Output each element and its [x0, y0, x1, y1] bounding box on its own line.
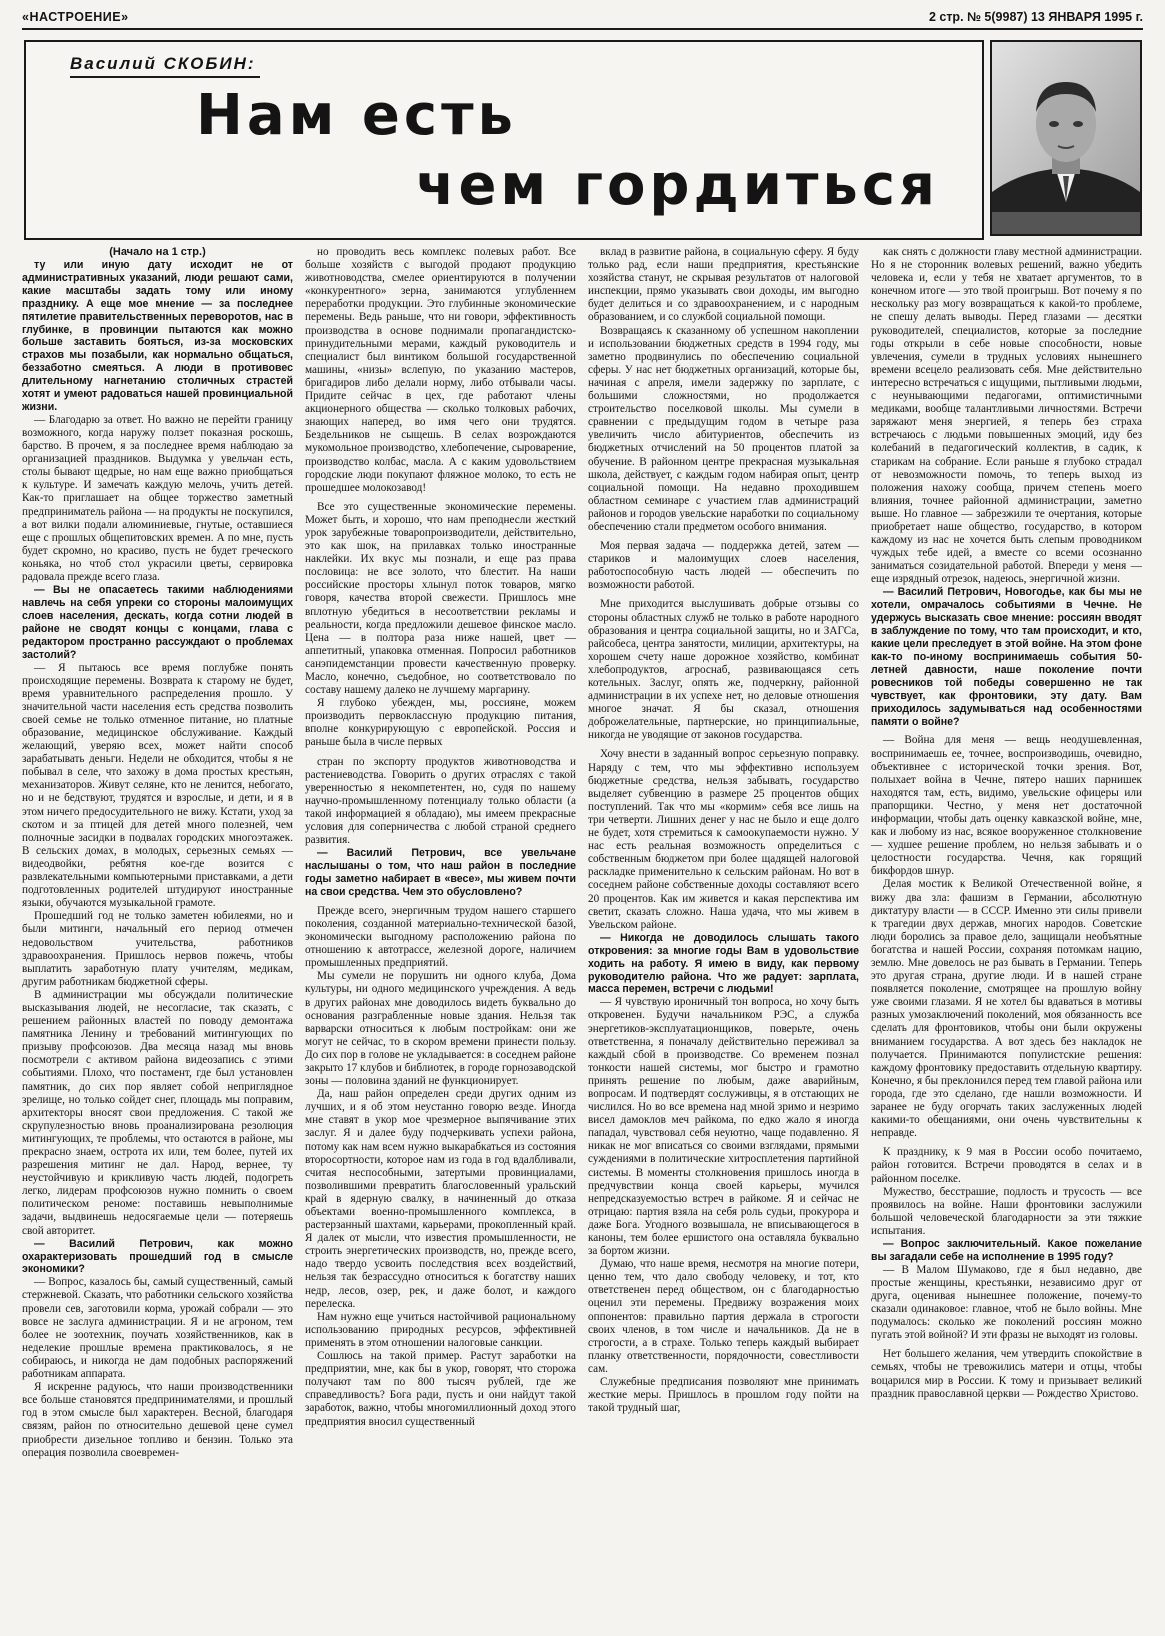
interview-question: — Вопрос заключительный. Какое пожелание вы загадали себе на исполнение в 1995 году? [871, 1237, 1142, 1263]
interview-question: — Никогда не доводилось слышать такого откровения: за многие годы Вам в удовольствие ходить на работу. Я имею в виду, как первому руководителю района. Что же радует: зарплата, масса перемен, встречи с людьми! [588, 931, 859, 996]
article-paragraph: Хочу внести в заданный вопрос серьезную поправку. Наряду с тем, что мы эффективно используем бюджетные средства, нельзя забывать, государство выделяет субвенцию в размере 25 процентов общих поступлений. Так что мы «кормим» себя все лишь на три четверти. Лишних денег у нас не было и еще долго не будет, хотя стремиться к самоокупаемости нужно. У нас есть реальная возможность определиться с собственным бюджетом при более щадящей налоговой раскладке применительно к сельским районам. Но вот в соседнем районе собственные доходы составляют всего 20 процентов. Как им живется и какая перспектива им светит, сказать сложно. Наша удача, что мы живем в Увельском районе. [588, 748, 859, 931]
article-paragraph: Сошлюсь на такой пример. Растут заработки на предприятии, мне, как бы в укор, говорят, что сторожа получают там по 800 тысяч рублей, где же справедливость? Бога ради, пусть и они найдут такой заработок, важно, чтобы многомиллионный доход этого предприятия вносил существенный [305, 1350, 576, 1428]
article-body [22, 246, 1143, 1630]
article-paragraph: — Вопрос, казалось бы, самый существенный, самый стержневой. Сказать, что работники сельского хозяйства провели сев, заготовили корма, урожай собрали — это вовсе не заслуга администрации. Я и не агроном, тем более не зоотехник, поучать хозяйственников, как в неделекие прошлые времена практиковалось, я не собираюсь, и никогда не дам подобных распоряжений работникам аппарата. [22, 1276, 293, 1381]
article-paragraph: Я глубоко убежден, мы, россияне, можем производить первоклассную продукцию питания, вполне конкурирующую с европейской. Россия и раньше была в числе первых [305, 697, 576, 749]
author-photo [990, 40, 1142, 236]
article-column-1 [22, 246, 293, 1630]
article-paragraph: Моя первая задача — поддержка детей, затем — стариков и малоимущих слоев населения, работоспособную часть людей — обеспечить по возможности работой. [588, 540, 859, 592]
author-name: Василий СКОБИН: [70, 54, 256, 73]
article-paragraph: Прошедший год не только заметен юбилеями, но и были митинги, начальный его период отмечен недовольством учительства, работников здравоохранения. Пришлось нервов пожечь, чтобы выплатить заработную плату учителям, медикам, другим работникам бюджетной сферы. [22, 910, 293, 988]
article-paragraph: Думаю, что наше время, несмотря на многие потери, ценно тем, что дало свободу человеку, и тот, кто ответственен перед обществом, он с благодарностью оценил эти перемены. Предвижу возражения моих оппонентов: правильно партия держала в строгости своих членов, в том числе и начальников. Да не в строгости, а в страхе. Только теперь каждый выбирает планку ответственности, порядочности, совестливости сам. [588, 1258, 859, 1375]
article-paragraph: Да, наш район определен среди других одним из лучших, и я об этом неустанно говорю везде. Иногда мне ставят в укор мое чрезмерное выпячивание этих заслуг. Я и далее буду подчеркивать успехи района, потому как нам всем нужно выкарабкаться из состояния второсортности, которое нам из года в год вдалбливали, считая неспособными, затертыми провинциалами, позволившими превратить благословенный уральский край в ядерную свалку, в начиненный до отказа объектами военно-промышленного комплекса, в растерзанный шахтами, карьерами, прокопленный край. Я далек от мысли, что известия промышленности, не строить энергетических производств, но, прежде всего, надо твердо усвоить последствия всех воздействий, нельзя так безрассудно относиться к богатству наших недр, лесов, озер, рек, и даже болот, и каждого перелеска. [305, 1088, 576, 1310]
interview-question: — Василий Петрович, Новогодье, как бы мы не хотели, омрачалось событиями в Чечне. Не удержусь высказать свое мнение: россиян вводят в заблуждение по тому, что там происходит, и кто, какие цели преследует в этой войне. На этом фоне как-то по-иному воспринимаешь события 50-летней давности, наше поколение почти ровесников той победы совершенно не так чувствует, как фронтовики, эту дату. Вам приходилось задумываться над особенностями памяти о войне? [871, 586, 1142, 728]
portrait-image [992, 42, 1140, 234]
article-paragraph: но проводить весь комплекс полевых работ. Все больше хозяйств с выгодой продают продукцию животноводства, смелее ориентируются в получении «конкурентного» зерна, занимаются углубленнем переработки продукции. Это глубинные экономические перемены. Ведь раньше, что ни говори, эффективность производства в основе поднимали пропагандистско-принудительными мерами, каждый руководитель и специалист был винтиком большой государственной машины, «низы» вслепую, по указанию мастеров, бригадиров либо делали норму, либо отбывали часы. Придите сейчас в цех, где работают члены акционерного общества — сколько толковых рабочих, знающих наперед, во имя чего они трудятся. Бездельников не сыщешь. В селах возрождаются мукомольное производство, хлебопечение, сыроварение, производство колбас, масла. А с каким удовольствием городские люди покупают фляжное молоко, то есть не прошедшее молокозавод! [305, 246, 576, 494]
article-paragraph: Я искренне радуюсь, что наши производственники все больше становятся предпринимателями, и прошлый год в этом смысле был характерен. Весной, благодаря связям, район по относительно дешевой цене сумел приобрести дизельное топливо и бензин. Только эта операция позволила своевремен- [22, 1381, 293, 1459]
interview-question: — Василий Петрович, все увельчане наслышаны о том, что наш район в последние годы заметно набирает в «весе», мы живем почти на свои средства. Чем это обусловлено? [305, 847, 576, 898]
article-paragraph: — Я пытаюсь все время поглубже понять происходящие перемены. Возврата к старому не будет, время уравнительного распределения прошло. У значительной части населения есть средства позволить своей семье не только отменное питание, но платные образование, медицинское обслуживание. Каждый желающий, уверяю всех, может найти способ зарабатывать деньги. Недели не обходится, чтобы я не побывал в селе, что захожу в дома простых крестьян, механизаторов. Живут селяне, кто не ленится, небогато, но и не бедствуют, трудятся и взрослые, и дети, и я в этом ничего предосудительного не вижу. Кстати, уход за скотом и за птицей для детей много полезней, чем полночные засидки в подвалах городских многоэтажек. В сельских домах, в молодых, серьезных семьях — видеодвойки, ребятня кое-где возится с развлекательными компьютерными приставками, а дети подготовленных родителей штудируют иностранные языки, обучаются музыкальной грамоте. [22, 661, 293, 910]
article-paragraph: Мне приходится выслушивать добрые отзывы со стороны областных служб не только в работе народного образования и центра социальной защиты, но и ЗАГСа, райсобеса, центра занятости, милиции, архитектуры, на хорошем счету наше дорожное хозяйство, комбинат хлебопродуктов, агроснаб, развивающаяся сеть котельных. Заслуг, опять же, подчеркну, районной администрации в их успехе нет, но деловые отношения многое значат. Я бы сказал, отношения доброжелательные, партнерские, но принципиальные, никогда не уводящие от законов государства. [588, 598, 859, 742]
article-column-4 [871, 246, 1142, 1630]
article-paragraph: Нет большего желания, чем утвердить спокойствие в семьях, чтобы не тревожились матери и отцы, чтобы воцарился мир в России. К тому и призывает великий праздник православной церкви — Рождество Христово. [871, 1348, 1142, 1400]
article-paragraph: В администрации мы обсуждали политические высказывания людей, не несогласие, так сказать, с решением районных властей по поводу демонтажа памятника Ленину и требований митингующих по призыву профсоюзов. Два месяца назад мы вновь посмотрели с активом района видеозапись с этими событиями. Плохо, что постамент, где был установлен памятник, до сих пор являет собой неприглядное зрелище, но только сойдет снег, площадь мы поправим, архитекторы вносят свои предложения. С такой же скрупулезностью вновь проанализирована резолюция митингующих, те проблемы, что остаются в районе, мы прекрасно знаем, острота их или, тем более, путей их разрешения митинг не дал. Народ, вернее, ту неустойчивую и крикливую часть людей, подогреть легко, лидерам профсоюзов нужно помнить о своем политическом реноме: поставишь невыполнимые задачи, выдвинешь недосягаемые цели — потеряешь свой авторитет. [22, 988, 293, 1237]
article-paragraph: Нам нужно еще учиться настойчивой рациональному использованию природных ресурсов, эффективней применять в этом отношении налоговые санкции. [305, 1310, 576, 1349]
article-paragraph: Прежде всего, энергичным трудом нашего старшего поколения, созданной материально-технической базой, экономически выгодному расположению района по отношению к автотрассе, железной дороге, наличием промышленных предприятий. [305, 904, 576, 970]
headline-box [24, 40, 984, 240]
interview-question: — Василий Петрович, как можно охарактеризовать прошедший год в смысле экономики? [22, 1237, 293, 1276]
article-column-3 [588, 246, 859, 1630]
author-underline [70, 76, 260, 78]
article-paragraph: Служебные предписания позволяют мне принимать жесткие меры. Пришлось в прошлом году пойти на такой трудный шаг, [588, 1376, 859, 1415]
article-paragraph: Возвращаясь к сказанному об успешном накоплении и использовании бюджетных средств в 1994 году, мы заметно продвинулись по обеспечению социальной сферы. У нас нет бюджетных организаций, которые бы, начиная с апреля, имели задержку по зарплате, с большими сложностями, но продолжается строительство поселковой школы. Мы сумели в сравнении с предыдущим годом в четыре раза увеличить число абитуриентов, обеспечить из бюджетных отчислений на 50 процентов платой за обучение. В районном центре прекрасная музыкальная школа, действует, с каждым годом набирая опыт, центр социальной помощи. На недавно проходившем областном семинаре с участием глав администраций районов и городов увельские наработки по социальному обеспечению стали предметом особого внимания. [588, 324, 859, 533]
article-paragraph: Делая мостик к Великой Отечественной войне, я вижу два зла: фашизм в Германии, абсолютную диктатуру власти — в СССР. Именно эти силы привели к трагедии двух держав, многих народов. Советские люди боролись за правое дело, защищали необъятные богатства и нашей России, сохраняя потомкам нацию, землю. Мне довелось не раз бывать в Германии. Теперь это другая страна, другие люди. И в нашей стране появляется поколение, смотрящее на прошлую войну уже своими глазами. Я не хотел бы вдаваться в мотивы разных умозаключений поколений, моя обязанность все сделать для фронтовиков, чтобы они были окружены вниманием государства. А вот здесь без накладок не получается. Принимаются популистские решения: каждому фронтовику предоставить отдельную квартиру. Конечно, я бы преклонился перед тем главой района или города, где это сделано, где нашли возможности. И заранее не буду огорчать таких заслуженных людей какими-то обещаниями, они очень чувствительны к неправде. [871, 878, 1142, 1140]
article-paragraph: Все это существенные экономические перемены. Может быть, и хорошо, что нам преподнесли жесткий урок зарубежные товаропроизводители, действительно, это как шок, на прилавках только иностранные наклейки. Их вкус мы познали, и еще раз права пословица: не все золото, что блестит. На наши российские просторы хлынул поток товаров, мягко говоря, качества второй свежести. Пришлось мне вплотную убедиться в несоответствии рекламы и реальности, когда предложили дешевое финское масло. Цена — в полтора раза ниже нашей, цвет — аппетитный, упаковка отменная. Попросил работников санэпидемстанции провести качественную проверку. Масло, конечно, съедобное, но соответствовало по составу нашему далеко не лучшему маргарину. [305, 500, 576, 697]
article-paragraph: — Благодарю за ответ. Но важно не перейти границу возможного, когда наружу ползет показная роскошь, барство. В прочем, я за последнее время наблюдаю за организацией праздников. Выдумка у увельчан есть, столы бывают щедрые, но нам еще важно приобщаться к культуре. И замечать каждую мелочь, учить детей. Как-то приглашает на общее торжество заметный предприниматель района — на продукты не поскупился, а вот вилки подали алюминиевые, гнутые, оставшиеся еще с прошлых общепитовских времен. А по мне, пусть будет скромно, но красиво, пусть не будет греческого коньяка, но чтоб стол украсили цветы, сервировка радовала прежде всего глаза. [22, 413, 293, 583]
article-paragraph: стран по экспорту продуктов животноводства и растениеводства. Говорить о других отраслях с такой уверенностью я некомпетентен, но, судя по нашему научно-промышленному потенциалу только области (а такой информацией я обладаю), мы имеем прекрасные условия для соперничества с любой страной среднего развития. [305, 755, 576, 847]
section-name: «НАСТРОЕНИЕ» [22, 10, 129, 24]
article-paragraph: как снять с должности главу местной администрации. Но я не сторонник волевых решений, важно убедить человека и, если у тебя не хватает аргументов, то в конечном итоге — это твой проигрыш. Вот почему я по нескольку раз могу возвращаться к какой-то проблеме, не спешу делать выводы. Перед глазами — десятки руководителей, специалистов, которые за последние годы открыли в себе новые способности, новые увлечения, сумели в трудных условиях нынешнего времени всецело реализовать себя. Мне действительно интересно встречаться с ищущими, пытливыми людьми, с неунывающими педагогами, оптимистичными медиками, вообще талантливыми личностями. Встречи заряжают меня энергией, я теперь без страха встречаюсь с людьми повышенных эмоций, иду без колебаний в педагогический коллектив, в садик, к старикам на собрание. Если раньше я глубоко страдал от невозможности помочь, то теперь выход из положения нахожу сообща, причем степень моего влияния, точнее районной администрации, заметно выше. Но главное — забрезжили те очертания, которые приобретает наше общество, государство, в котором каждому из нас не хочется быть слепым проводником чуждых тебе идей, а вместе со всеми осознанно заниматься созидательной работой. Впереди у меня — еще изрядный отрезок, надеюсь, энергичной жизни. [871, 246, 1142, 586]
article-paragraph: К празднику, к 9 мая в России особо почитаемо, район готовится. Встречи проводятся в селах и в районном поселке. [871, 1146, 1142, 1185]
article-paragraph: — Я чувствую ироничный тон вопроса, но хочу быть откровенен. Будучи начальником РЭС, а служба энергетиков-эксплуатационщиков, поверьте, очень ответственна, я поначалу действительно переживал за каждый сбой в производстве. Со временем познал тонкости нашей системы, мог быстро и грамотно принять решение по любым, даже аварийным, вопросам. И подтвердят сослуживцы, я в отстающих не числился. Но во все времена над мной зримо и незримо висел дамоклов меч райкома, по едко жало я иногда пападал, чувствовал себя неуютно, чаще подавленно. Я никак не мог вписаться со своими взглядами, прямыми суждениями в политические хитросплетения партийной системы. В моменты столкновения пришлось иногда в предчувствии конца своей карьеры, мучился непредсказуемостью встреч в райкоме. Я и сейчас не отрицаю: партия взяла на себя роль судьи, прокурора и даже Бога. Угодного возвышала, не вписывающегося в каноны, тем более ершистого она оставляла буквально за бортом жизни. [588, 996, 859, 1258]
continued-note: (Начало на 1 стр.) [109, 246, 206, 258]
article-paragraph: Мы сумели не порушить ни одного клуба, Дома культуры, ни одного медицинского учреждения. А ведь в других районах мне доводилось видеть буквально до основания разграбленные новые здания. Нельзя так варварски относиться к любым постройкам: они же могут не сейчас, то в скором времени принести пользу. До сих пор в голове не укладывается: в соседнем районе закрыто 17 клубов и библиотек, в городе горнозаводской зоны — половина зданий не функционирует. [305, 970, 576, 1088]
article-paragraph: — Война для меня — вещь неодушевленная, воспринимаешь ее, точнее, воспроизводишь, очевидно, объективнее с исторической точки зрения. Вот, полыхает война в Чечне, пятеро наших парнишек находятся там, есть, видимо, увельские офицеры или прапорщики. Честно, у меня нет достаточной информации, чтобы дать оценку кавказской войне, мне, как и любому из нас, всякое вооруженное столкновение — худшее решение проблем, но нельзя забывать и о целостности государства. Чечня, как горящий бикфордов шнур. [871, 734, 1142, 878]
masthead [22, 8, 1143, 28]
interview-question: — Вы не опасаетесь такими наблюдениями навлечь на себя упреки со стороны малоимущих слоев населения, дескать, когда сотни людей в районе не сводят концы с концами, глава с редактором пространно рассуждают о проблемах застолий? [22, 584, 293, 661]
issue-info: 2 стр. № 5(9987) 13 ЯНВАРЯ 1995 г. [928, 10, 1143, 24]
article-paragraph: вклад в развитие района, в социальную сферу. Я буду только рад, если наши предприятия, крестьянские хозяйства станут, не скрывая результатов от налоговой инспекции, прямо указывать свои доходы, им выгодно будет делиться и со здравоохранением, и с народным образованием, и со службой социальной помощи. [588, 246, 859, 324]
masthead-rule [22, 28, 1143, 30]
interview-question: ту или иную дату исходит не от административных указаний, люди решают сами, какие масштабы задать тому или иному празднику. А еще мое мнение — за последнее пятилетие правительственных переворотов, нас в глубинке, в провинции пытаются как можно больше заставить бояться, из-за московских страхов мы позабыли, как нормально общаться, беззаботно смеяться. А люди в противовес длительному нагнетанию столичных страстей хотят и умеют радоваться нашей провинциальной жизни. [22, 259, 293, 413]
article-paragraph: Мужество, бесстрашие, подлость и трусость — все проявилось на войне. Наши фронтовики заслужили большой человеческой благодарности за эти тяжкие испытания. [871, 1185, 1142, 1237]
headline-line-2: чем гордиться [416, 153, 939, 218]
article-paragraph: — В Малом Шумаково, где я был недавно, две простые женщины, крестьянки, независимо друг от друга, оценивая нынешнее положение, почему-то сказали одинаковое: главное, чтоб не было войны. Мне подумалось: сколько же поколений россиян можно пугать этой войной? И эти фразы не выходят из головы. [871, 1263, 1142, 1342]
article-column-2 [305, 246, 576, 1630]
headline-line-1: Нам есть [196, 83, 517, 148]
